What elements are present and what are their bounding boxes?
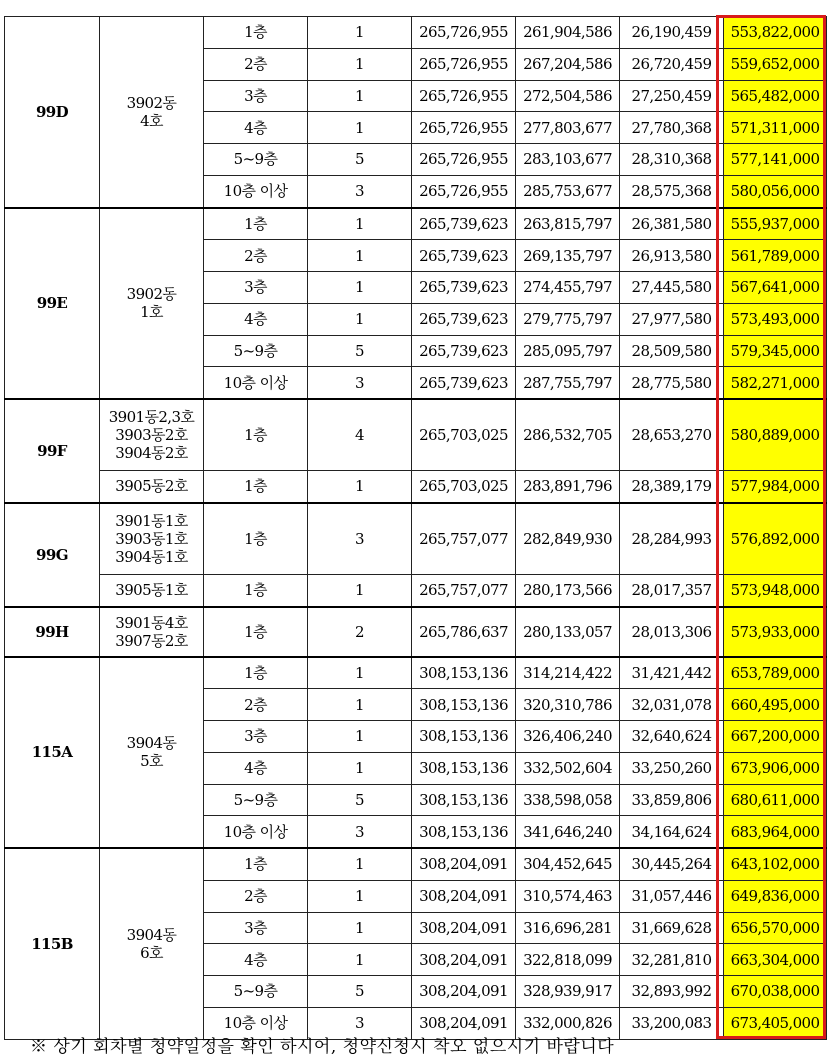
land-price-cell: 308,204,091 [412, 912, 516, 944]
land-price-cell: 308,204,091 [412, 880, 516, 912]
vat-cell: 26,720,459 [620, 48, 724, 80]
floor-cell: 10층 이상 [204, 1007, 308, 1039]
table-row [5, 848, 827, 880]
land-price-cell: 308,204,091 [412, 976, 516, 1008]
building-price-cell: 328,939,917 [516, 976, 620, 1008]
building-price-cell: 338,598,058 [516, 784, 620, 816]
building-price-cell: 261,904,586 [516, 17, 620, 49]
unit-line: 3904동 [126, 734, 177, 753]
count-cell: 1 [308, 272, 412, 304]
vat-cell: 27,250,459 [620, 80, 724, 112]
unit-cell [100, 471, 204, 503]
total-cell: 660,495,000 [724, 689, 827, 721]
table-row [5, 607, 827, 657]
total-cell: 565,482,000 [724, 80, 827, 112]
vat-cell: 33,859,806 [620, 784, 724, 816]
count-cell: 3 [308, 367, 412, 399]
building-price-cell: 263,815,797 [516, 208, 620, 240]
floor-cell: 3층 [204, 272, 308, 304]
total-cell: 582,271,000 [724, 367, 827, 399]
count-cell: 1 [308, 912, 412, 944]
vat-cell: 31,057,446 [620, 880, 724, 912]
unit-line: 4호 [140, 111, 163, 130]
table-body [5, 17, 827, 1040]
building-price-cell: 269,135,797 [516, 240, 620, 272]
total-cell: 571,311,000 [724, 112, 827, 144]
building-price-cell: 341,646,240 [516, 816, 620, 848]
unit-line: 3905동1호 [115, 581, 188, 600]
building-price-cell: 277,803,677 [516, 112, 620, 144]
floor-cell: 5~9층 [204, 784, 308, 816]
vat-cell: 27,780,368 [620, 112, 724, 144]
vat-cell: 32,281,810 [620, 944, 724, 976]
count-cell: 1 [308, 48, 412, 80]
unit-line: 3904동2호 [115, 444, 188, 462]
table-row [5, 399, 827, 471]
floor-cell: 3층 [204, 721, 308, 753]
total-cell: 576,892,000 [724, 503, 827, 575]
vat-cell: 28,284,993 [620, 503, 724, 575]
unit-line: 3901동1호 [115, 511, 188, 530]
unit-line: 3903동1호 [115, 529, 188, 548]
type-cell: 99F [5, 399, 100, 503]
total-cell: 553,822,000 [724, 17, 827, 49]
unit-line: 3904동1호 [115, 547, 188, 566]
building-price-cell: 314,214,422 [516, 657, 620, 689]
total-cell: 670,038,000 [724, 976, 827, 1008]
total-cell: 663,304,000 [724, 944, 827, 976]
floor-cell: 4층 [204, 752, 308, 784]
floor-cell: 2층 [204, 48, 308, 80]
count-cell: 1 [308, 208, 412, 240]
count-cell: 1 [308, 303, 412, 335]
total-cell: 559,652,000 [724, 48, 827, 80]
total-cell: 579,345,000 [724, 335, 827, 367]
unit-cell [100, 208, 204, 400]
unit-line: 3904동 [126, 925, 177, 944]
unit-cell [100, 503, 204, 575]
table-row [5, 17, 827, 49]
count-cell: 3 [308, 503, 412, 575]
land-price-cell: 265,757,077 [412, 574, 516, 606]
floor-cell: 1층 [204, 17, 308, 49]
floor-cell: 10층 이상 [204, 175, 308, 207]
floor-cell: 1층 [204, 574, 308, 606]
floor-cell: 2층 [204, 689, 308, 721]
building-price-cell: 320,310,786 [516, 689, 620, 721]
unit-line: 3901동4호 [115, 613, 188, 632]
vat-cell: 26,913,580 [620, 240, 724, 272]
count-cell: 1 [308, 752, 412, 784]
land-price-cell: 265,726,955 [412, 48, 516, 80]
total-cell: 667,200,000 [724, 721, 827, 753]
vat-cell: 27,445,580 [620, 272, 724, 304]
table-row [5, 471, 827, 503]
unit-line: 3903동2호 [115, 426, 188, 444]
building-price-cell: 282,849,930 [516, 503, 620, 575]
type-cell: 115A [5, 657, 100, 849]
unit-line: 3902동 [126, 93, 177, 112]
vat-cell: 28,575,368 [620, 175, 724, 207]
unit-line: 3907동2호 [115, 631, 188, 650]
land-price-cell: 265,703,025 [412, 471, 516, 503]
land-price-cell: 308,153,136 [412, 784, 516, 816]
land-price-cell: 308,204,091 [412, 848, 516, 880]
land-price-cell: 265,726,955 [412, 175, 516, 207]
building-price-cell: 287,755,797 [516, 367, 620, 399]
land-price-cell: 265,726,955 [412, 112, 516, 144]
count-cell: 1 [308, 17, 412, 49]
total-cell: 555,937,000 [724, 208, 827, 240]
price-table [4, 16, 827, 1040]
count-cell: 5 [308, 976, 412, 1008]
vat-cell: 30,445,264 [620, 848, 724, 880]
count-cell: 4 [308, 399, 412, 471]
floor-cell: 4층 [204, 944, 308, 976]
building-price-cell: 310,574,463 [516, 880, 620, 912]
land-price-cell: 265,703,025 [412, 399, 516, 471]
floor-cell: 1층 [204, 399, 308, 471]
type-cell: 99H [5, 607, 100, 657]
unit-line: 3902동 [126, 285, 177, 304]
floor-cell: 5~9층 [204, 144, 308, 176]
total-cell: 561,789,000 [724, 240, 827, 272]
footnote: ※ 상기 회차별 청약일정을 확인 하시어, 청약신청시 착오 없으시기 바랍니다 [30, 1037, 615, 1057]
unit-line: 6호 [140, 943, 163, 962]
vat-cell: 26,190,459 [620, 17, 724, 49]
total-cell: 673,906,000 [724, 752, 827, 784]
total-cell: 653,789,000 [724, 657, 827, 689]
count-cell: 1 [308, 240, 412, 272]
unit-cell [100, 574, 204, 606]
total-cell: 673,405,000 [724, 1007, 827, 1039]
type-cell: 99D [5, 17, 100, 208]
total-cell: 573,493,000 [724, 303, 827, 335]
building-price-cell: 283,103,677 [516, 144, 620, 176]
vat-cell: 33,250,260 [620, 752, 724, 784]
building-price-cell: 316,696,281 [516, 912, 620, 944]
land-price-cell: 265,739,623 [412, 208, 516, 240]
vat-cell: 31,421,442 [620, 657, 724, 689]
vat-cell: 28,017,357 [620, 574, 724, 606]
floor-cell: 1층 [204, 657, 308, 689]
building-price-cell: 304,452,645 [516, 848, 620, 880]
vat-cell: 27,977,580 [620, 303, 724, 335]
floor-cell: 1층 [204, 503, 308, 575]
table-row [5, 574, 827, 606]
total-cell: 649,836,000 [724, 880, 827, 912]
floor-cell: 3층 [204, 80, 308, 112]
count-cell: 5 [308, 144, 412, 176]
floor-cell: 10층 이상 [204, 816, 308, 848]
building-price-cell: 285,095,797 [516, 335, 620, 367]
vat-cell: 33,200,083 [620, 1007, 724, 1039]
unit-cell [100, 607, 204, 657]
building-price-cell: 274,455,797 [516, 272, 620, 304]
count-cell: 1 [308, 721, 412, 753]
count-cell: 1 [308, 848, 412, 880]
floor-cell: 3층 [204, 912, 308, 944]
land-price-cell: 265,739,623 [412, 272, 516, 304]
total-cell: 683,964,000 [724, 816, 827, 848]
floor-cell: 1층 [204, 208, 308, 240]
floor-cell: 4층 [204, 112, 308, 144]
floor-cell: 2층 [204, 240, 308, 272]
total-cell: 680,611,000 [724, 784, 827, 816]
building-price-cell: 326,406,240 [516, 721, 620, 753]
building-price-cell: 280,133,057 [516, 607, 620, 657]
table-row [5, 208, 827, 240]
vat-cell: 31,669,628 [620, 912, 724, 944]
land-price-cell: 265,739,623 [412, 303, 516, 335]
unit-line: 1호 [140, 303, 163, 322]
building-price-cell: 286,532,705 [516, 399, 620, 471]
unit-cell [100, 17, 204, 208]
land-price-cell: 265,726,955 [412, 80, 516, 112]
land-price-cell: 265,739,623 [412, 335, 516, 367]
building-price-cell: 322,818,099 [516, 944, 620, 976]
count-cell: 3 [308, 816, 412, 848]
vat-cell: 32,640,624 [620, 721, 724, 753]
total-cell: 577,141,000 [724, 144, 827, 176]
vat-cell: 28,013,306 [620, 607, 724, 657]
floor-cell: 1층 [204, 471, 308, 503]
type-cell: 99G [5, 503, 100, 607]
total-cell: 580,056,000 [724, 175, 827, 207]
vat-cell: 28,509,580 [620, 335, 724, 367]
land-price-cell: 265,726,955 [412, 17, 516, 49]
count-cell: 3 [308, 1007, 412, 1039]
land-price-cell: 265,786,637 [412, 607, 516, 657]
unit-cell [100, 657, 204, 849]
land-price-cell: 265,739,623 [412, 240, 516, 272]
unit-line: 3905동2호 [115, 477, 188, 496]
building-price-cell: 283,891,796 [516, 471, 620, 503]
vat-cell: 34,164,624 [620, 816, 724, 848]
floor-cell: 1층 [204, 848, 308, 880]
count-cell: 1 [308, 880, 412, 912]
floor-cell: 5~9층 [204, 335, 308, 367]
vat-cell: 28,310,368 [620, 144, 724, 176]
floor-cell: 4층 [204, 303, 308, 335]
land-price-cell: 308,153,136 [412, 689, 516, 721]
table-row [5, 503, 827, 575]
unit-cell [100, 848, 204, 1039]
building-price-cell: 267,204,586 [516, 48, 620, 80]
land-price-cell: 265,757,077 [412, 503, 516, 575]
count-cell: 1 [308, 689, 412, 721]
count-cell: 5 [308, 784, 412, 816]
vat-cell: 28,389,179 [620, 471, 724, 503]
building-price-cell: 332,502,604 [516, 752, 620, 784]
land-price-cell: 308,204,091 [412, 944, 516, 976]
floor-cell: 5~9층 [204, 976, 308, 1008]
count-cell: 5 [308, 335, 412, 367]
total-cell: 656,570,000 [724, 912, 827, 944]
vat-cell: 28,653,270 [620, 399, 724, 471]
type-cell: 115B [5, 848, 100, 1039]
count-cell: 1 [308, 657, 412, 689]
total-cell: 567,641,000 [724, 272, 827, 304]
table-row [5, 657, 827, 689]
building-price-cell: 280,173,566 [516, 574, 620, 606]
count-cell: 1 [308, 944, 412, 976]
floor-cell: 2층 [204, 880, 308, 912]
land-price-cell: 265,739,623 [412, 367, 516, 399]
count-cell: 1 [308, 574, 412, 606]
total-cell: 577,984,000 [724, 471, 827, 503]
count-cell: 1 [308, 471, 412, 503]
unit-line: 5호 [140, 752, 163, 771]
building-price-cell: 272,504,586 [516, 80, 620, 112]
vat-cell: 32,893,992 [620, 976, 724, 1008]
count-cell: 1 [308, 80, 412, 112]
land-price-cell: 308,153,136 [412, 752, 516, 784]
land-price-cell: 265,726,955 [412, 144, 516, 176]
floor-cell: 1층 [204, 607, 308, 657]
vat-cell: 28,775,580 [620, 367, 724, 399]
count-cell: 3 [308, 175, 412, 207]
building-price-cell: 332,000,826 [516, 1007, 620, 1039]
total-cell: 573,933,000 [724, 607, 827, 657]
land-price-cell: 308,153,136 [412, 657, 516, 689]
floor-cell: 10층 이상 [204, 367, 308, 399]
vat-cell: 26,381,580 [620, 208, 724, 240]
count-cell: 1 [308, 112, 412, 144]
total-cell: 580,889,000 [724, 399, 827, 471]
building-price-cell: 285,753,677 [516, 175, 620, 207]
land-price-cell: 308,204,091 [412, 1007, 516, 1039]
type-cell: 99E [5, 208, 100, 400]
vat-cell: 32,031,078 [620, 689, 724, 721]
building-price-cell: 279,775,797 [516, 303, 620, 335]
unit-line: 3901동2,3호 [108, 408, 195, 426]
count-cell: 2 [308, 607, 412, 657]
land-price-cell: 308,153,136 [412, 721, 516, 753]
land-price-cell: 308,153,136 [412, 816, 516, 848]
total-cell: 643,102,000 [724, 848, 827, 880]
unit-cell [100, 399, 204, 471]
total-cell: 573,948,000 [724, 574, 827, 606]
